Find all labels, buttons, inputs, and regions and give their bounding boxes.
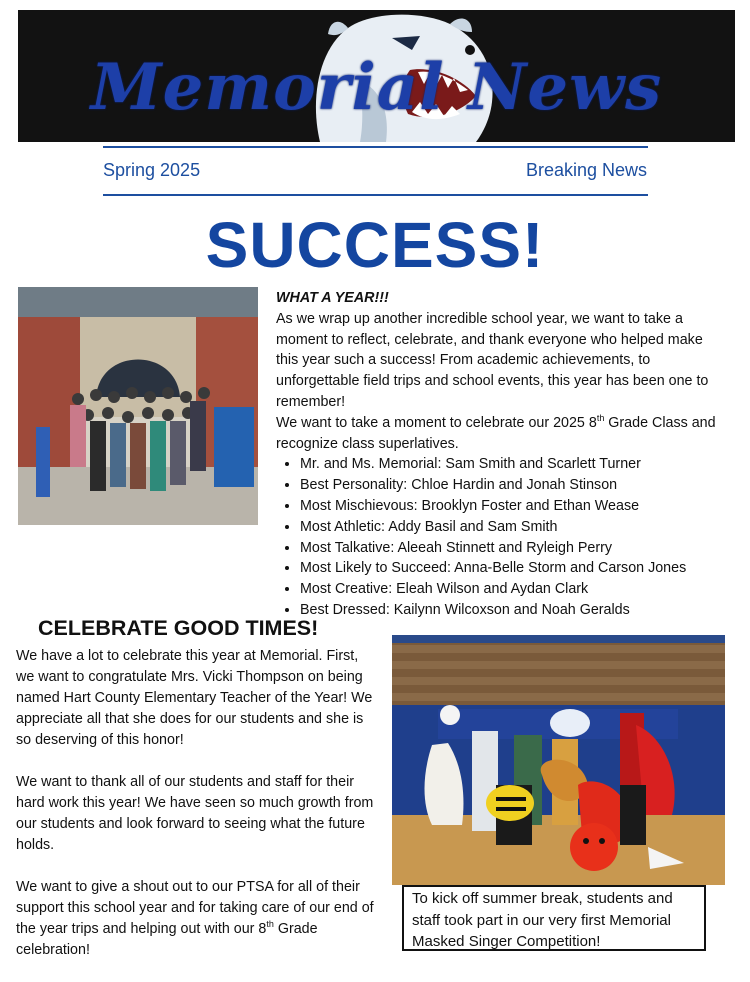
page-headline: SUCCESS! <box>205 209 545 281</box>
superlative-item: • Most Athletic: Addy Basil and Sam Smith <box>300 517 716 538</box>
photo-caption: To kick off summer break, students and staff took part in our very first Memorial Masked Singer Competition! <box>402 885 706 951</box>
celebrate-para-1: We have a lot to celebrate this year at Memorial. First, we want to congratulate Mrs. Vicki Thompson on being named Hart County Elementary Teacher of the Year! We appreciate all that she does for our students and she is so deserving of this honor! <box>16 648 373 748</box>
celebrate-heading: CELEBRATE GOOD TIMES! <box>38 616 319 640</box>
celebrate-para-3-ordinal: th <box>266 919 274 930</box>
superlatives-intro-end: Grade Class and recognize class superlatives. <box>276 414 716 452</box>
celebrate-article <box>16 646 376 982</box>
superlatives-list <box>276 454 716 620</box>
superlatives-intro-start: We want to take a moment to celebrate our 2025 8 <box>276 414 597 431</box>
celebrate-para-2: We want to thank all of our students and staff for their hard work this year! We have seen so much growth from our students and look forward to seeing what the future holds. <box>16 774 374 853</box>
superlatives-intro-ordinal: th <box>596 413 605 424</box>
superlative-item: • Mr. and Ms. Memorial: Sam Smith and Scarlett Turner <box>300 454 716 475</box>
issue-section: Breaking News <box>525 160 647 180</box>
year-article <box>276 288 716 621</box>
class-group-photo <box>18 287 258 525</box>
superlative-item: • Best Dressed: Kailynn Wilcoxson and Noah Geralds <box>300 600 716 621</box>
superlative-item: • Most Creative: Eleah Wilson and Aydan Clark <box>300 579 716 600</box>
superlative-item: • Most Talkative: Aleeah Stinnett and Ryleigh Perry <box>300 538 716 559</box>
superlative-item: • Best Personality: Chloe Hardin and Jonah Stinson <box>300 475 716 496</box>
celebrate-para-3-start: We want to give a shout out to our PTSA for all of their support this school year and for taking care of our end of the year trips and helping out with our 8 <box>16 879 374 937</box>
year-article-kicker: WHAT A YEAR!!! <box>276 290 389 306</box>
masthead <box>18 10 735 142</box>
masked-singer-photo <box>392 635 725 885</box>
issue-season: Spring 2025 <box>103 160 201 180</box>
superlative-item: • Most Likely to Succeed: Anna-Belle Storm and Carson Jones <box>300 558 716 579</box>
celebrate-para-3-end: Grade celebration! <box>16 921 318 958</box>
masthead-title: Memorial News <box>90 50 663 125</box>
celebrate-para-3 <box>16 877 376 961</box>
year-article-intro: As we wrap up another incredible school year, we want to take a moment to reflect, celebrate, and thank everyone who helped make this year such a success! From academic achievements, to unforgettable field trips and school events, this year has been one to remember! <box>276 310 709 410</box>
top-divider <box>103 146 648 148</box>
superlatives-intro <box>276 413 716 455</box>
superlative-item: • Most Mischievous: Brooklyn Foster and Ethan Wease <box>300 496 716 517</box>
bottom-divider <box>103 194 648 196</box>
